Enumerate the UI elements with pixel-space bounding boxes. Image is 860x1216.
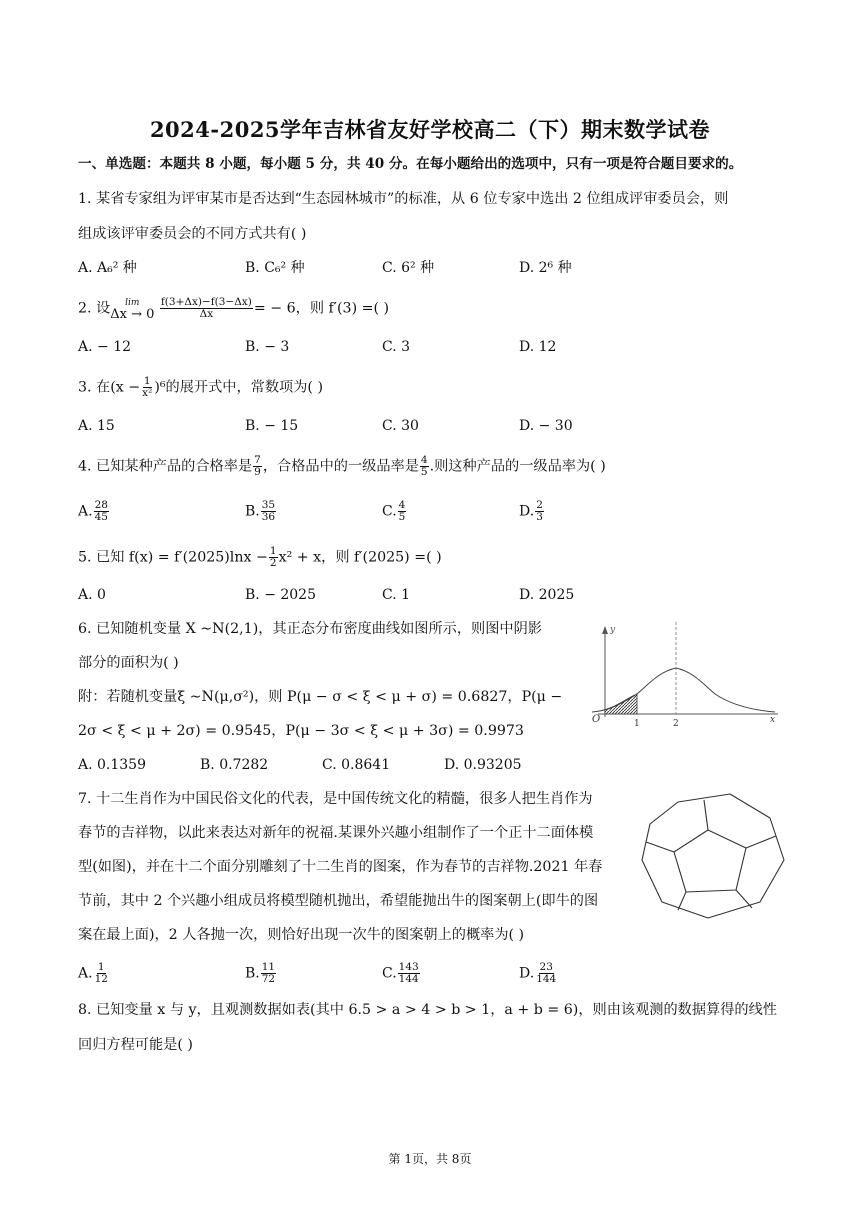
question-4-option-c-num: 4 xyxy=(398,499,406,511)
question-4-part-2: ，合格品中的一级品率是 xyxy=(262,458,419,475)
outer-outline xyxy=(642,794,784,918)
question-8-line-2: 回归方程可能是( ) xyxy=(78,1037,193,1053)
question-4-option-d-fraction xyxy=(535,500,544,523)
question-2-lim: lim xyxy=(125,297,140,308)
question-7-option-a-den: 12 xyxy=(94,973,108,985)
question-4-fraction-1-den: 9 xyxy=(254,466,261,478)
question-3-numerator: 1 xyxy=(143,375,151,387)
question-7-line-3: 型(如图)，并在十二个面分别雕刻了十二生肖的图案，作为春节的吉祥物.2021 年春 xyxy=(78,859,603,875)
question-7-option-b-num: 11 xyxy=(261,961,276,973)
question-4-fraction-2-num: 4 xyxy=(420,454,428,466)
question-3-option-b: B. − 15 xyxy=(245,418,299,434)
front-face xyxy=(674,830,746,892)
question-7-option-b-fraction xyxy=(261,962,276,985)
question-4-option-a-num: 28 xyxy=(94,499,108,511)
question-7-option-c-num: 143 xyxy=(398,961,419,973)
question-7-option-a-fraction xyxy=(94,962,109,985)
question-7-option-d-num: 23 xyxy=(539,961,553,973)
question-5-fraction xyxy=(269,546,278,569)
question-5-fraction-den: 2 xyxy=(269,557,277,569)
question-4-option-a-fraction xyxy=(94,500,109,523)
question-1-line-1: 1. 某省专家组为评审某市是否达到“生态园林城市”的标准，从 6 位专家中选出 2 位组成评审委员会，则 xyxy=(78,191,729,207)
question-4-option-c-den: 5 xyxy=(398,511,406,523)
question-5-option-a: A. 0 xyxy=(78,587,106,603)
question-2-fraction xyxy=(160,297,253,320)
question-2-option-b: B. − 3 xyxy=(245,339,290,355)
question-4-option-d-den: 3 xyxy=(536,511,543,523)
section-heading: 一、单选题：本题共 8 小题，每小题 5 分，共 40 分。在每小题给出的选项中，只有一项是符合题目要求的。 xyxy=(78,156,743,172)
question-7-option-a-num: 1 xyxy=(97,961,105,973)
page-footer: 第 1页，共 8页 xyxy=(388,1152,472,1166)
question-6-option-b: B. 0.7282 xyxy=(200,757,269,773)
question-3-denominator: x² xyxy=(142,387,153,399)
question-2-option-d: D. 12 xyxy=(519,339,557,355)
question-2-suffix: = − 6，则 f′(3) =( ) xyxy=(253,300,390,317)
question-7-option-c-fraction xyxy=(398,962,420,985)
question-4-option-b-den: 36 xyxy=(261,511,276,523)
question-6-option-c: C. 0.8641 xyxy=(322,757,391,773)
question-4-option-c-label: C. xyxy=(382,503,397,520)
edge xyxy=(736,890,752,908)
question-4-option-d-label: D. xyxy=(519,503,535,520)
question-4-fraction-2-den: 5 xyxy=(420,466,428,478)
question-7-option-d-fraction xyxy=(535,962,557,985)
question-5-stem xyxy=(78,546,442,569)
question-2-prefix: 2. 设 xyxy=(78,300,111,317)
question-6-line-3: 附：若随机变量ξ ∼N(μ,σ²)，则 P(μ − σ < ξ < μ + σ) = 0.6827，P(μ − xyxy=(78,689,563,705)
question-7-option-b-den: 72 xyxy=(261,973,276,985)
question-4-fraction-1 xyxy=(253,455,262,478)
page-title: 2024-2025学年吉林省友好学校高二（下）期末数学试卷 xyxy=(149,117,711,142)
y-axis-label: y xyxy=(610,625,616,635)
shaded-area xyxy=(605,694,637,714)
question-7-option-d-den: 144 xyxy=(536,973,557,985)
question-4-fraction-1-num: 7 xyxy=(254,454,261,466)
question-1-line-2: 组成该评审委员会的不同方式共有( ) xyxy=(78,226,307,242)
question-7-option-b-label: B. xyxy=(245,965,260,982)
question-1-option-b: B. C₆² 种 xyxy=(245,260,305,276)
question-7-line-2: 春节的吉祥物，以此来表达对新年的祝福.某课外兴趣小组制作了一个正十二面体模 xyxy=(78,825,594,841)
y-axis-arrow xyxy=(602,626,608,634)
question-3-prefix: 3. 在(x − xyxy=(78,379,141,396)
question-5-option-d: D. 2025 xyxy=(519,587,575,603)
question-8-line-1: 8. 已知变量 x 与 y，且观测数据如表(其中 6.5 > a > 4 > b > 1，a + b = 6)，则由该观测的数据算得的线性 xyxy=(78,1002,777,1018)
question-4-option-d xyxy=(519,500,545,523)
question-5-option-b: B. − 2025 xyxy=(245,587,316,603)
question-6-line-2: 部分的面积为( ) xyxy=(78,655,179,671)
question-5-part-2: x² + x，则 f′(2025) =( ) xyxy=(278,549,442,566)
question-6-option-a: A. 0.1359 xyxy=(78,757,146,773)
question-2-option-a: A. − 12 xyxy=(78,339,132,355)
question-7-option-c-den: 144 xyxy=(398,973,419,985)
question-4-option-b-num: 35 xyxy=(261,499,276,511)
question-3-option-d: D. − 30 xyxy=(519,418,573,434)
question-1-option-c: C. 6² 种 xyxy=(382,260,435,276)
question-4-option-a xyxy=(78,500,110,523)
question-4-option-c-fraction xyxy=(398,500,407,523)
normal-curve-figure xyxy=(570,618,785,728)
question-3-stem xyxy=(78,376,323,399)
question-5-option-c: C. 1 xyxy=(382,587,411,603)
question-5-fraction-num: 1 xyxy=(269,545,277,557)
question-6-option-d: D. 0.93205 xyxy=(444,757,522,773)
question-4-part-3: .则这种产品的一级品率为( ) xyxy=(429,458,606,475)
question-4-option-d-num: 2 xyxy=(536,499,543,511)
question-7-option-c xyxy=(382,962,421,985)
question-4-stem xyxy=(78,455,606,478)
question-6-line-1: 6. 已知随机变量 X ∼N(2,1)，其正态分布密度曲线如图所示，则图中阴影 xyxy=(78,621,542,637)
x-axis-label: x xyxy=(770,715,776,725)
question-1-option-a: A. A₆² 种 xyxy=(78,260,137,276)
question-7-line-5: 案在最上面)，2 人各抛一次，则恰好出现一次牛的图案朝上的概率为( ) xyxy=(78,927,525,943)
question-7-option-b xyxy=(245,962,277,985)
tick-label-1: 1 xyxy=(634,719,640,728)
question-7-line-1: 7. 十二生肖作为中国民俗文化的代表，是中国传统文化的精髓，很多人把生肖作为 xyxy=(78,791,593,807)
dodecahedron-figure xyxy=(638,790,786,922)
question-2-stem xyxy=(78,297,389,320)
question-2-option-c: C. 3 xyxy=(382,339,411,355)
edge xyxy=(678,892,686,910)
edge xyxy=(646,842,674,852)
tick-label-2: 2 xyxy=(673,719,679,728)
question-3-fraction xyxy=(141,376,153,399)
question-2-denominator: Δx xyxy=(199,308,214,320)
question-7-option-d-label: D. xyxy=(519,965,535,982)
question-4-part-1: 4. 已知某种产品的合格率是 xyxy=(78,458,253,475)
origin-label: O xyxy=(592,714,601,725)
question-4-option-c xyxy=(382,500,407,523)
question-7-line-4: 节前，其中 2 个兴趣小组成员将模型随机抛出，希望能抛出牛的图案朝上(即牛的图 xyxy=(78,893,599,909)
edge xyxy=(746,836,776,848)
question-7-option-d xyxy=(519,962,558,985)
question-6-line-4: 2σ < ξ < μ + 2σ) = 0.9545，P(μ − 3σ < ξ < μ + 3σ) = 0.9973 xyxy=(78,723,524,739)
question-1-option-d: D. 2⁶ 种 xyxy=(519,260,572,276)
edge xyxy=(704,800,708,830)
question-7-option-a-label: A. xyxy=(78,965,93,982)
question-4-option-a-den: 45 xyxy=(94,511,108,523)
question-4-option-b-label: B. xyxy=(245,503,260,520)
question-3-suffix: )⁶的展开式中，常数项为( ) xyxy=(154,379,323,396)
question-2-numerator: f(3+Δx)−f(3−Δx) xyxy=(160,296,252,308)
question-7-option-c-label: C. xyxy=(382,965,397,982)
question-5-part-1: 5. 已知 f(x) = f′(2025)lnx − xyxy=(78,549,268,566)
question-3-option-a: A. 15 xyxy=(78,418,115,434)
question-3-option-c: C. 30 xyxy=(382,418,419,434)
question-4-option-a-label: A. xyxy=(78,503,93,520)
question-4-option-b xyxy=(245,500,277,523)
question-4-option-b-fraction xyxy=(261,500,276,523)
question-4-fraction-2 xyxy=(420,455,429,478)
question-7-option-a xyxy=(78,962,110,985)
question-2-lim-sub: Δx → 0 xyxy=(110,306,155,322)
